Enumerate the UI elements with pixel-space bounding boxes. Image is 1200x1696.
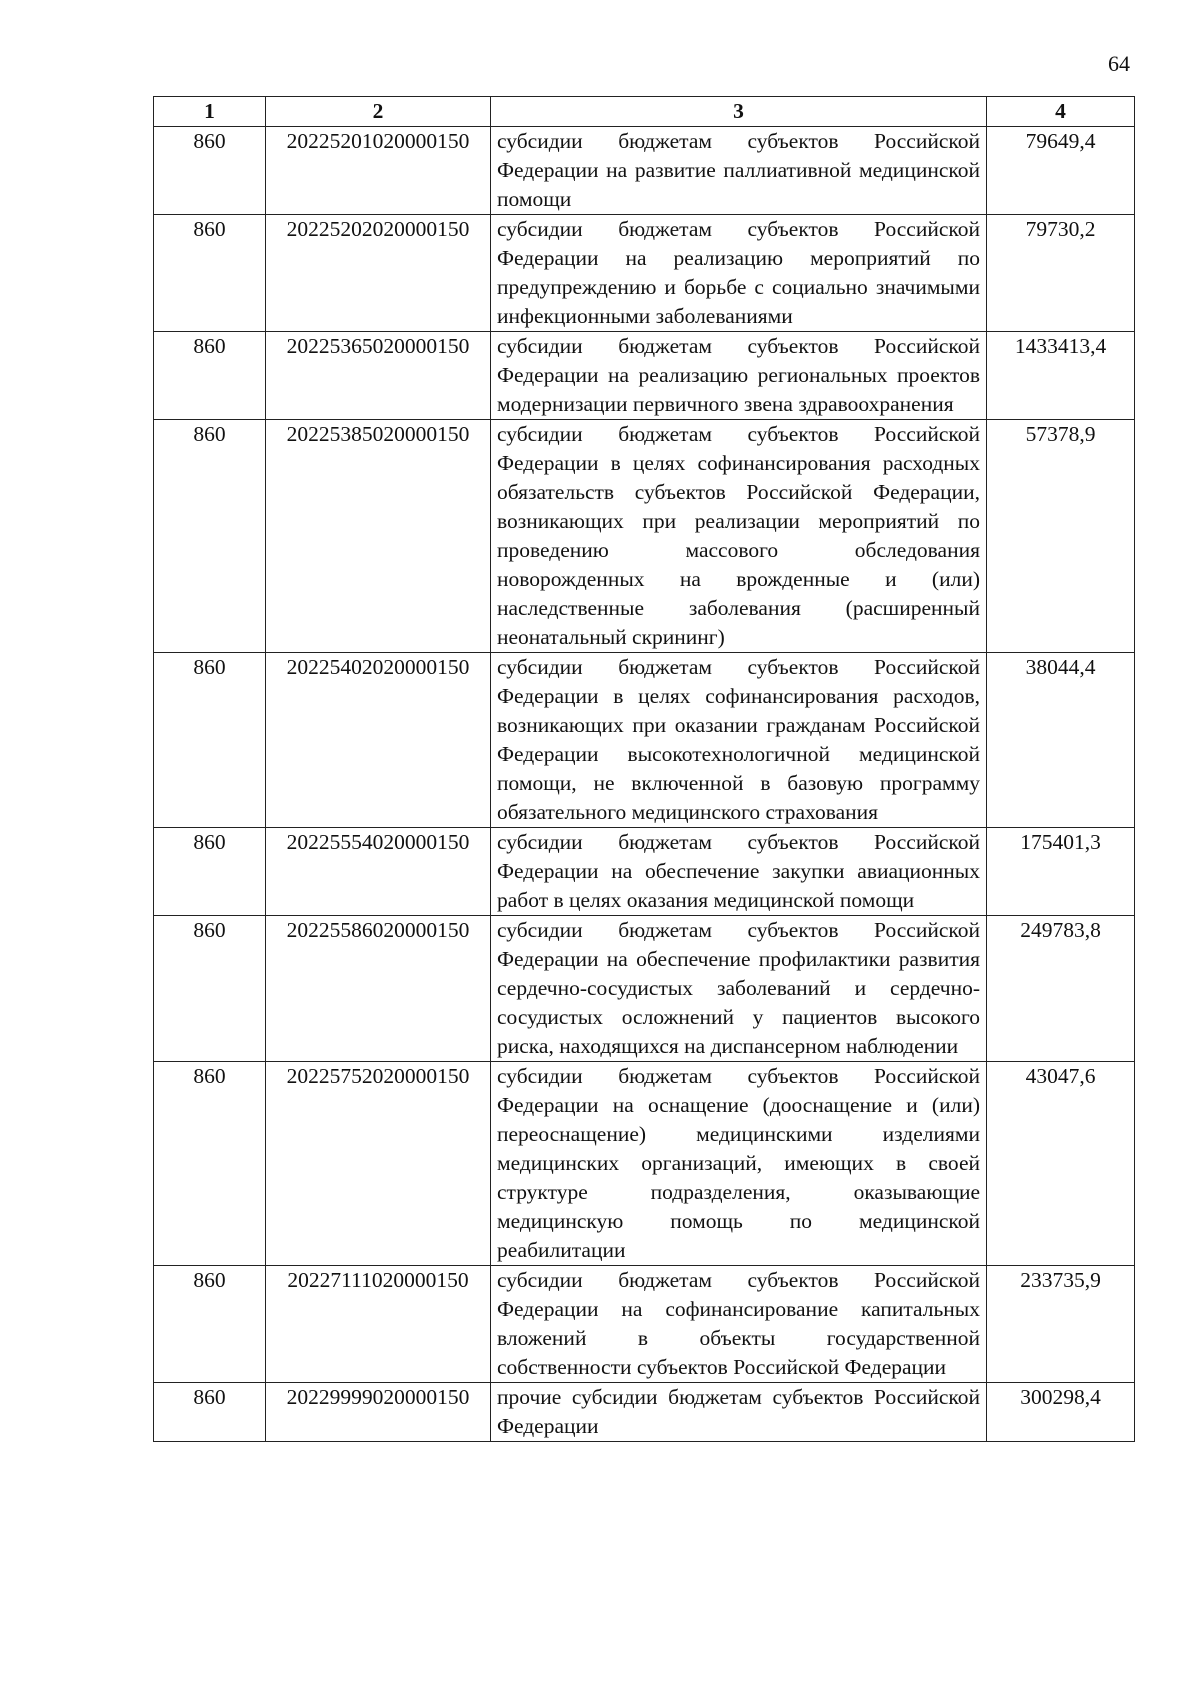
revenue-code-cell: 20225201020000150 (266, 127, 491, 215)
table-row (154, 1062, 1135, 1266)
table-row (154, 215, 1135, 332)
column-header-3: 3 (491, 97, 987, 127)
description-cell: субсидии бюджетам субъектов Российской Федерации на реализацию мероприятий по предупреждению и борьбе с социально значимыми инфекционными заболеваниями (491, 215, 987, 332)
amount-cell: 38044,4 (987, 653, 1135, 828)
amount-cell: 57378,9 (987, 420, 1135, 653)
admin-code-cell: 860 (154, 127, 266, 215)
revenue-code-cell: 20225385020000150 (266, 420, 491, 653)
column-header-2: 2 (266, 97, 491, 127)
description-cell: субсидии бюджетам субъектов Российской Федерации на обеспечение закупки авиационных работ в целях оказания медицинской помощи (491, 828, 987, 916)
table-row (154, 1266, 1135, 1383)
admin-code-cell: 860 (154, 215, 266, 332)
revenue-code-cell: 20225365020000150 (266, 332, 491, 420)
column-header-1: 1 (154, 97, 266, 127)
admin-code-cell: 860 (154, 332, 266, 420)
description-cell: субсидии бюджетам субъектов Российской Федерации в целях софинансирования расходов, возникающих при оказании гражданам Российской Федерации высокотехнологичной медицинской помощи, не включенной в базовую программу обязательного медицинского страхования (491, 653, 987, 828)
description-cell: субсидии бюджетам субъектов Российской Федерации на обеспечение профилактики развития сердечно-сосудистых заболеваний и сердечно-сосудистых осложнений у пациентов высокого риска, находящихся на диспансерном наблюдении (491, 916, 987, 1062)
table-row (154, 1383, 1135, 1442)
revenue-code-cell: 20225752020000150 (266, 1062, 491, 1266)
admin-code-cell: 860 (154, 916, 266, 1062)
description-cell: прочие субсидии бюджетам субъектов Российской Федерации (491, 1383, 987, 1442)
amount-cell: 79730,2 (987, 215, 1135, 332)
description-cell: субсидии бюджетам субъектов Российской Федерации в целях софинансирования расходных обязательств субъектов Российской Федерации, возникающих при реализации мероприятий по проведению массового обследования новорожденных на врожденные и (или) наследственные заболевания (расширенный неонатальный скрининг) (491, 420, 987, 653)
table-row (154, 420, 1135, 653)
table-row (154, 127, 1135, 215)
amount-cell: 249783,8 (987, 916, 1135, 1062)
admin-code-cell: 860 (154, 420, 266, 653)
amount-cell: 233735,9 (987, 1266, 1135, 1383)
amount-cell: 300298,4 (987, 1383, 1135, 1442)
table-row (154, 828, 1135, 916)
admin-code-cell: 860 (154, 828, 266, 916)
table-row (154, 332, 1135, 420)
budget-table (153, 96, 1135, 1442)
revenue-code-cell: 20227111020000150 (266, 1266, 491, 1383)
description-cell: субсидии бюджетам субъектов Российской Федерации на реализацию региональных проектов модернизации первичного звена здравоохранения (491, 332, 987, 420)
table-header-row (154, 97, 1135, 127)
admin-code-cell: 860 (154, 1062, 266, 1266)
revenue-code-cell: 20229999020000150 (266, 1383, 491, 1442)
page-number: 64 (1108, 51, 1130, 76)
amount-cell: 1433413,4 (987, 332, 1135, 420)
amount-cell: 175401,3 (987, 828, 1135, 916)
admin-code-cell: 860 (154, 1383, 266, 1442)
revenue-code-cell: 20225554020000150 (266, 828, 491, 916)
admin-code-cell: 860 (154, 1266, 266, 1383)
table-row (154, 653, 1135, 828)
column-header-4: 4 (987, 97, 1135, 127)
description-cell: субсидии бюджетам субъектов Российской Федерации на оснащение (дооснащение и (или) переоснащение) медицинскими изделиями медицинских организаций, имеющих в своей структуре подразделения, оказывающие медицинскую помощь по медицинской реабилитации (491, 1062, 987, 1266)
amount-cell: 43047,6 (987, 1062, 1135, 1266)
admin-code-cell: 860 (154, 653, 266, 828)
revenue-code-cell: 20225202020000150 (266, 215, 491, 332)
revenue-code-cell: 20225402020000150 (266, 653, 491, 828)
description-cell: субсидии бюджетам субъектов Российской Федерации на развитие паллиативной медицинской помощи (491, 127, 987, 215)
amount-cell: 79649,4 (987, 127, 1135, 215)
table-row (154, 916, 1135, 1062)
revenue-code-cell: 20225586020000150 (266, 916, 491, 1062)
description-cell: субсидии бюджетам субъектов Российской Федерации на софинансирование капитальных вложений в объекты государственной собственности субъектов Российской Федерации (491, 1266, 987, 1383)
